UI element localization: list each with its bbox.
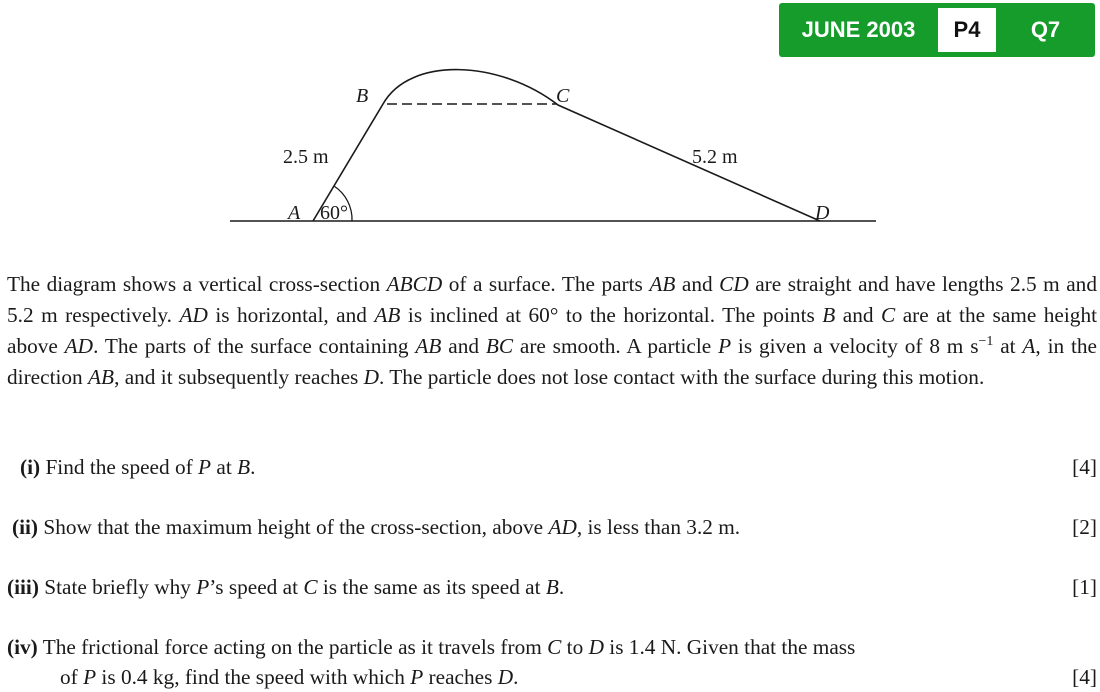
badge-date: JUNE 2003 xyxy=(801,17,916,42)
part-number: (i) xyxy=(20,455,41,479)
label-a: A xyxy=(288,202,301,224)
marks: [2] xyxy=(1072,515,1097,539)
part-ii: (ii) Show that the maximum height of the cross-section, above AD, is less than 3.2 m. [2] xyxy=(7,512,1097,542)
label-d: D xyxy=(815,202,830,224)
part-iii: (iii) State briefly why P’s speed at C is the same as its speed at B. [1] xyxy=(7,572,1097,602)
label-length-cd: 5.2 m xyxy=(692,146,738,168)
label-b: B xyxy=(356,85,369,107)
label-length-ab: 2.5 m xyxy=(283,146,329,168)
part-number: (iii) xyxy=(7,575,39,599)
part-number: (ii) xyxy=(12,515,39,539)
label-c: C xyxy=(556,85,570,107)
marks: [4] xyxy=(1072,665,1097,689)
part-i: (i) Find the speed of P at B. [4] xyxy=(7,452,1097,482)
part-iv: (iv) The frictional force acting on the particle as it travels from C to D is 1.4 N. Given that the mass of P is 0.4 kg, find the speed with which P reaches D. [4] xyxy=(7,632,1097,692)
question-stem: The diagram shows a vertical cross-section ABCD of a surface. The parts AB and CD are straight and have lengths 2.5 m and 5.2 m respectively. AD is horizontal, and AB is inclined at 60° to the horizontal. The points B and C are at the same height above AD. The parts of the surface containing AB and BC are smooth. A particle P is given a velocity of 8 m $s^{-1}$ at A, in the direction AB, and it subsequently reaches D. The particle does not lose contact with the surface during this motion. xyxy=(7,272,1098,389)
cross-section-diagram xyxy=(0,0,1100,240)
label-angle: 60° xyxy=(320,202,348,224)
part-number: (iv) xyxy=(7,635,38,659)
badge-paper: P4 xyxy=(938,8,996,52)
marks: [4] xyxy=(1072,455,1097,479)
marks: [1] xyxy=(1072,575,1097,599)
badge-question-number: Q7 xyxy=(1030,17,1061,42)
